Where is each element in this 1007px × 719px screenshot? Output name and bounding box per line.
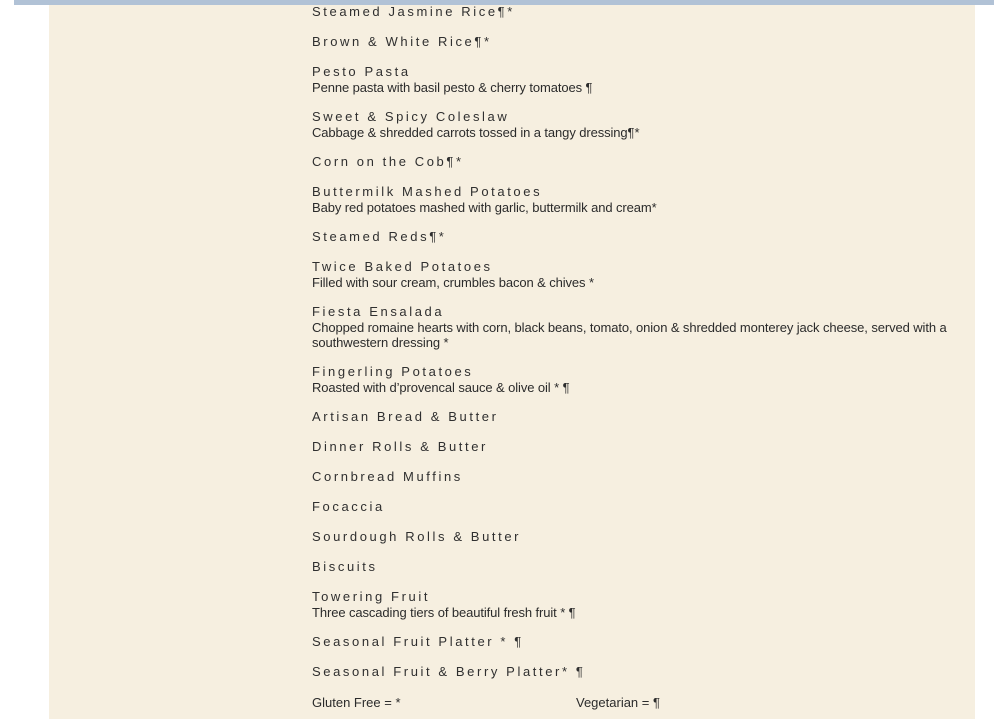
menu-item-title: Seasonal Fruit Platter * ¶ [312, 634, 524, 649]
menu-item-title: Buttermilk Mashed Potatoes [312, 184, 543, 199]
menu-item-title: Sourdough Rolls & Butter [312, 529, 522, 544]
menu-item [312, 260, 972, 305]
menu-item [312, 365, 972, 410]
menu-item-description: Filled with sour cream, crumbles bacon & chives * [312, 275, 594, 290]
menu-item [312, 665, 972, 695]
menu-item [312, 230, 972, 260]
menu-item-description: Chopped romaine hearts with corn, black beans, tomato, onion & shredded monterey jack cheese, served with a southwestern dressing * [312, 320, 947, 350]
menu-item-title: Fingerling Potatoes [312, 364, 474, 379]
menu-item-title: Seasonal Fruit & Berry Platter* ¶ [312, 664, 586, 679]
menu-item-description: Penne pasta with basil pesto & cherry tomatoes ¶ [312, 80, 593, 95]
menu-item [312, 500, 972, 530]
menu-item-title: Pesto Pasta [312, 64, 411, 79]
menu-item-title: Brown & White Rice¶* [312, 34, 492, 49]
menu-item [312, 440, 972, 470]
menu-item [312, 470, 972, 500]
menu-item-title: Sweet & Spicy Coleslaw [312, 109, 510, 124]
menu-item [312, 185, 972, 230]
menu-item-description: Three cascading tiers of beautiful fresh fruit * ¶ [312, 605, 576, 620]
menu-item-title: Dinner Rolls & Butter [312, 439, 488, 454]
menu-page [49, 5, 975, 719]
menu-item-description: Baby red potatoes mashed with garlic, buttermilk and cream* [312, 200, 657, 215]
menu-item-description: Cabbage & shredded carrots tossed in a tangy dressing¶* [312, 125, 640, 140]
menu-item [312, 35, 972, 65]
menu-item [312, 590, 972, 635]
dietary-legend [312, 695, 972, 715]
menu-item-title: Twice Baked Potatoes [312, 259, 493, 274]
menu-item [312, 305, 972, 365]
menu-item [312, 5, 972, 35]
menu-item [312, 155, 972, 185]
menu-item-title: Focaccia [312, 499, 385, 514]
menu-item-title: Corn on the Cob¶* [312, 154, 464, 169]
gluten-free-legend: Gluten Free = * [312, 695, 401, 710]
menu-item [312, 560, 972, 590]
menu-item [312, 530, 972, 560]
menu-item-title: Cornbread Muffins [312, 469, 463, 484]
menu-item [312, 410, 972, 440]
menu-item-title: Steamed Jasmine Rice¶* [312, 4, 515, 19]
menu-item-title: Fiesta Ensalada [312, 304, 445, 319]
menu-item-description: Roasted with d’provencal sauce & olive oil * ¶ [312, 380, 570, 395]
menu-item-title: Steamed Reds¶* [312, 229, 447, 244]
menu-item-title: Artisan Bread & Butter [312, 409, 499, 424]
vegetarian-legend: Vegetarian = ¶ [576, 695, 660, 710]
menu-item-title: Towering Fruit [312, 589, 431, 604]
menu-list [312, 5, 972, 715]
menu-item [312, 110, 972, 155]
menu-item-title: Biscuits [312, 559, 378, 574]
menu-item [312, 635, 972, 665]
menu-item [312, 65, 972, 110]
